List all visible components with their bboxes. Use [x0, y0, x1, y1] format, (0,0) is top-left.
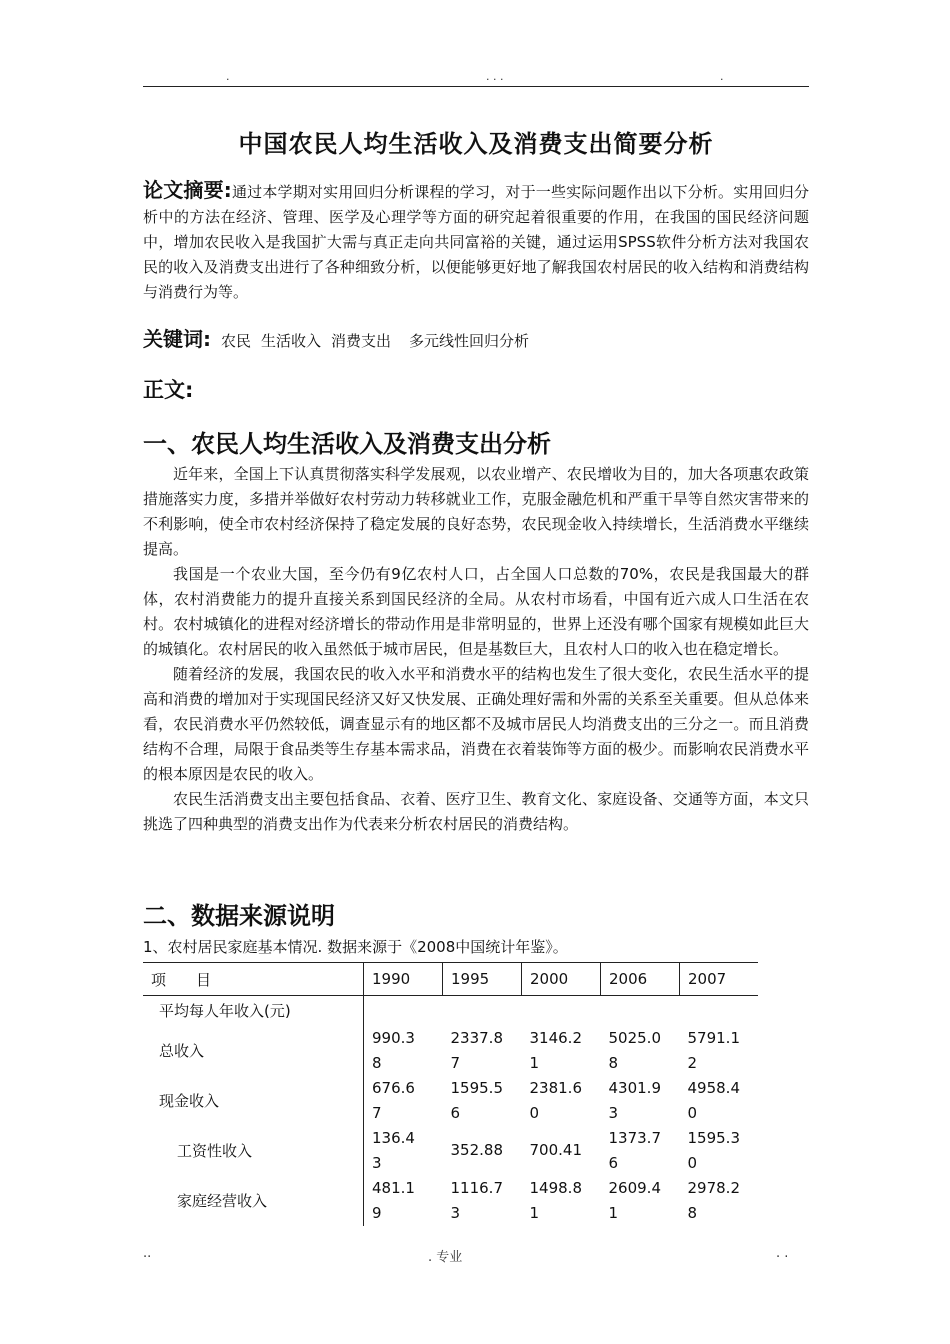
table-cell-line: 0 — [529, 1103, 540, 1122]
abstract-text: 通过本学期对实用回归分析课程的学习，对于一些实际问题作出以下分析。实用回归分析中的方法在经济、管理、医学及心理学等方面的研究起着很重要的作用，在我国的国民经济问题中，增加农民收入是我国扩大需与真正走向共同富裕的关键，通过运用SPSS软件分析方法对我国农民的收入及消费支出进行了各种细致分析，以便能够更好地了解我国农村居民的收入结构和消费结构与消费行为等。 — [143, 183, 809, 301]
table-cell-line: 7 — [372, 1103, 382, 1122]
keyword-item: 生活收入 — [261, 332, 322, 350]
keyword-item: 农民 — [221, 332, 252, 350]
table-cell-line: 1 — [529, 1053, 540, 1072]
footer-right-mark: . . — [776, 1246, 789, 1261]
table-cell-line: 1595.3 — [687, 1128, 740, 1147]
table-cell-line: 4958.4 — [687, 1078, 740, 1097]
body-heading: 正文: — [143, 378, 194, 402]
table-cell-line: 990.3 — [372, 1028, 415, 1047]
header-center-mark: . . . — [486, 70, 504, 83]
table-header-cell: 2000 — [522, 963, 601, 996]
table-cell-line: 5025.0 — [608, 1028, 661, 1047]
table-cell-line: 0 — [687, 1153, 698, 1172]
table-cell-line: 3 — [450, 1203, 461, 1222]
table-cell-line: 5791.1 — [687, 1028, 740, 1047]
section2-heading: 二、数据来源说明 — [143, 902, 335, 930]
table-cell-line: 3 — [372, 1153, 382, 1172]
table-caption: 1、农村居民家庭基本情况. 数据来源于《2008中国统计年鉴》。 — [143, 938, 568, 956]
table-cell-line: 1 — [529, 1203, 540, 1222]
table-group-label: 平均每人年收入(元) — [143, 996, 364, 1026]
table-group-row — [143, 996, 758, 1026]
table-cell-line: 1116.7 — [450, 1178, 503, 1197]
footer-center-text: . 专业 — [428, 1250, 463, 1265]
keywords-label: 关键词: — [143, 327, 211, 351]
data-table — [143, 962, 758, 1226]
table-cell-line: 1 — [608, 1203, 619, 1222]
table-cell-line: 2978.2 — [687, 1178, 740, 1197]
table-cell-line: 2381.6 — [529, 1078, 582, 1097]
table-header-cell: 2006 — [601, 963, 680, 996]
section1-paragraph: 我国是一个农业大国，至今仍有9亿农村人口，占全国人口总数的70%，农民是我国最大的群体，农村消费能力的提升直接关系到国民经济的全局。从农村市场看，中国有近六成人口生活在农村。农村城镇化的进程对经济增长的带动作用是非常明显的，世界上还没有哪个国家有规模如此巨大的城镇化。农村居民的收入虽然低于城市居民，但是基数巨大，且农村人口的收入也在稳定增长。 — [143, 565, 809, 658]
header-left-mark: . — [226, 70, 230, 83]
table-cell-line: 2337.8 — [450, 1028, 503, 1047]
table-header-row — [143, 963, 758, 996]
table-cell-line: 8 — [608, 1053, 619, 1072]
keywords-line — [143, 327, 809, 354]
table-cell-line: 4301.9 — [608, 1078, 661, 1097]
table-header-cell: 1995 — [443, 963, 522, 996]
table-header-cell: 项 目 — [143, 963, 364, 996]
table-cell-line: 3 — [608, 1103, 619, 1122]
keyword-item: 消费支出 — [331, 332, 392, 350]
page-title: 中国农民人均生活收入及消费支出简要分析 — [238, 130, 714, 158]
table-cell-line: 481.1 — [372, 1178, 415, 1197]
table-cell-line: 9 — [372, 1203, 382, 1222]
section1-body — [143, 462, 809, 837]
section1-heading: 一、农民人均生活收入及消费支出分析 — [143, 430, 551, 458]
section1-paragraph: 农民生活消费支出主要包括食品、衣着、医疗卫生、教育文化、家庭设备、交通等方面，本文只挑选了四种典型的消费支出作为代表来分析农村居民的消费结构。 — [143, 790, 809, 833]
table-cell-line: 8 — [687, 1203, 698, 1222]
table-row-label: 家庭经营收入 — [143, 1176, 364, 1226]
section1-paragraph: 随着经济的发展，我国农民的收入水平和消费水平的结构也发生了很大变化，农民生活水平的提高和消费的增加对于实现国民经济又好又快发展、正确处理好需和外需的关系至关重要。但从总体来看，农民消费水平仍然较低，调查显示有的地区都不及城市居民人均消费支出的三分之一。而且消费结构不合理，局限于食品类等生存基本需求品，消费在衣着装饰等方面的极少。而影响农民消费水平的根本原因是农民的收入。 — [143, 665, 809, 783]
table-cell-line: 1595.5 — [450, 1078, 503, 1097]
table-cell-line: 7 — [450, 1053, 461, 1072]
table-cell-line: 8 — [372, 1053, 382, 1072]
table-cell-line: 6 — [608, 1153, 619, 1172]
table-cell-line: 136.4 — [372, 1128, 415, 1147]
table-header-cell: 2007 — [680, 963, 759, 996]
table-row — [143, 1076, 758, 1126]
table-cell-line: 1373.7 — [608, 1128, 661, 1147]
table-row-label: 现金收入 — [143, 1076, 364, 1126]
table-row — [143, 1176, 758, 1226]
table-cell-line: 352.88 — [450, 1141, 503, 1159]
header-right-mark: . — [720, 70, 724, 83]
table-cell-line: 6 — [450, 1103, 461, 1122]
table-cell-line: 700.41 — [529, 1141, 582, 1159]
keyword-item: 多元线性回归分析 — [409, 332, 530, 350]
header-rule — [143, 86, 809, 87]
table-cell-line: 676.6 — [372, 1078, 415, 1097]
table-row-label: 工资性收入 — [143, 1126, 364, 1176]
table-cell-line: 1498.8 — [529, 1178, 582, 1197]
table-row-label: 总收入 — [143, 1026, 364, 1076]
table-header-cell: 1990 — [364, 963, 443, 996]
table-cell-line: 3146.2 — [529, 1028, 582, 1047]
abstract-label: 论文摘要: — [143, 178, 232, 202]
table-cell-line: 2 — [687, 1053, 698, 1072]
footer-left-mark: .. — [143, 1246, 152, 1261]
section1-paragraph: 近年来，全国上下认真贯彻落实科学发展观，以农业增产、农民增收为目的，加大各项惠农政策措施落实力度，多措并举做好农村劳动力转移就业工作，克服金融危机和严重干旱等自然灾害带来的不利影响，使全市农村经济保持了稳定发展的良好态势，农民现金收入持续增长，生活消费水平继续提高。 — [143, 465, 809, 558]
abstract-paragraph — [143, 178, 809, 305]
table-cell-line: 0 — [687, 1103, 698, 1122]
table-cell-line: 2609.4 — [608, 1178, 661, 1197]
table-row — [143, 1126, 758, 1176]
table-row — [143, 1026, 758, 1076]
